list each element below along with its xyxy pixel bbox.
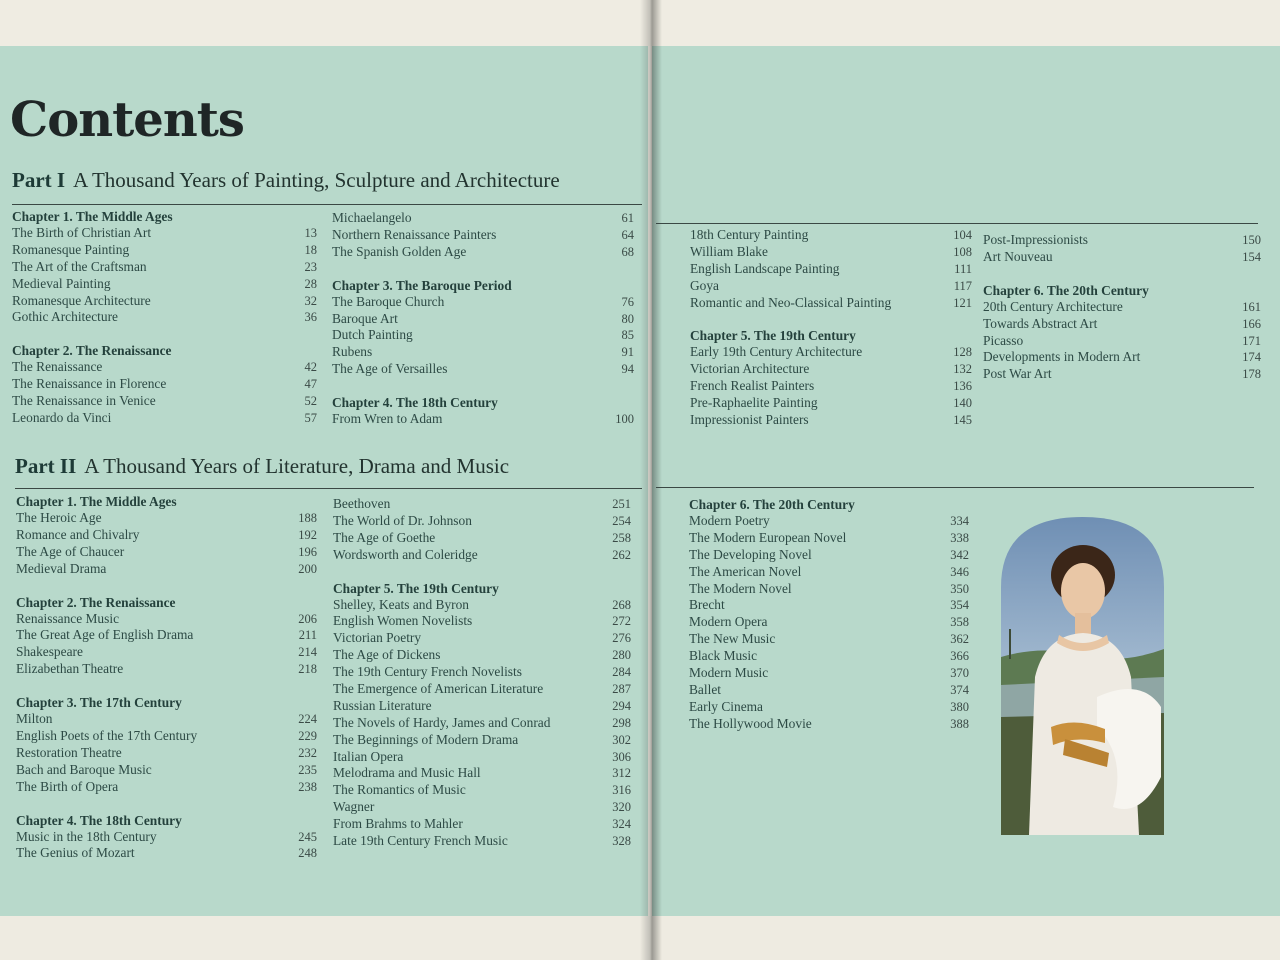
toc-entry-the-birth-of-christian-art[interactable]: [12, 225, 317, 242]
toc-entry-modern-opera[interactable]: [689, 614, 969, 631]
toc-entry-title: William Blake: [690, 243, 768, 259]
toc-entry-title: Music in the 18th Century: [16, 828, 157, 844]
toc-entry-page: 214: [298, 645, 317, 660]
toc-entry-page: 258: [612, 530, 631, 545]
toc-entry-italian-opera[interactable]: [333, 749, 631, 766]
toc-entry-post-impressionists[interactable]: [983, 232, 1261, 249]
toc-entry-page: 192: [298, 527, 317, 542]
toc-entry-title: Beethoven: [333, 496, 391, 511]
toc-entry-title: Renaissance Music: [16, 610, 120, 626]
toc-entry-page: 80: [621, 311, 634, 326]
chapter-heading: Chapter 2. The Renaissance: [16, 594, 176, 610]
toc-entry-page: 262: [612, 547, 631, 562]
toc-entry-title: The American Novel: [689, 563, 802, 579]
toc-entry-title: Shelley, Keats and Byron: [333, 596, 469, 612]
toc-entry-michaelangelo[interactable]: [332, 210, 634, 227]
toc-entry-romanesque-architecture[interactable]: [12, 293, 317, 310]
right-page-panel: [652, 46, 1280, 916]
toc-entry-page: 200: [298, 561, 317, 576]
toc-entry-from-wren-to-adam[interactable]: [332, 411, 634, 428]
toc-entry-title: Modern Poetry: [689, 513, 770, 528]
toc-entry-goya[interactable]: [690, 278, 972, 295]
toc-entry-page: 188: [298, 511, 317, 525]
chapter-heading: Chapter 4. The 18th Century: [332, 395, 498, 411]
toc-entry-page: 47: [304, 377, 317, 392]
toc-entry-page: 18: [304, 242, 317, 257]
toc-entry-page: 91: [621, 345, 634, 360]
toc-entry-title: The Art of the Craftsman: [12, 258, 147, 274]
toc-entry-page: 334: [950, 514, 969, 528]
toc-entry-title: The Hollywood Movie: [689, 715, 812, 731]
toc-entry-milton[interactable]: [16, 711, 317, 728]
toc-entry-the-genius-of-mozart[interactable]: [16, 845, 317, 862]
toc-entry-page: 85: [621, 328, 634, 343]
toc-entry-pre-raphaelite-painting[interactable]: [690, 395, 972, 412]
toc-entry-title: Leonardo da Vinci: [12, 410, 112, 426]
toc-entry-the-19th-century-french-novelists[interactable]: [333, 664, 631, 681]
toc-entry-page: 268: [612, 597, 631, 612]
part-1-title: A Thousand Years of Painting, Sculpture and Architecture: [73, 168, 560, 192]
toc-entry-title: Developments in Modern Art: [983, 349, 1141, 365]
toc-entry-the-great-age-of-english-drama[interactable]: [16, 627, 317, 644]
toc-entry-page: 328: [612, 834, 631, 849]
toc-entry-title: English Women Novelists: [333, 613, 473, 629]
toc-entry-wagner[interactable]: [333, 799, 631, 816]
toc-entry-title: Romanesque Painting: [12, 241, 130, 257]
toc-entry-page: 100: [615, 412, 634, 427]
toc-entry-title: The 19th Century French Novelists: [333, 664, 522, 680]
toc-entry-romantic-and-neo-classical-painting[interactable]: [690, 295, 972, 312]
toc-entry-title: Post War Art: [983, 366, 1052, 382]
toc-entry-title: Goya: [690, 277, 720, 293]
toc-entry-page: 354: [950, 598, 969, 613]
toc-entry-bach-and-baroque-music[interactable]: [16, 762, 317, 779]
toc-entry-english-poets-of-the-17th-century[interactable]: [16, 728, 317, 745]
toc-entry-towards-abstract-art[interactable]: [983, 316, 1261, 333]
toc-entry-modern-music[interactable]: [689, 665, 969, 682]
chapter-heading: Chapter 5. The 19th Century: [690, 328, 856, 344]
toc-entry-title: Shakespeare: [16, 644, 83, 660]
toc-entry-title: Michaelangelo: [332, 210, 412, 225]
chapter-heading: Chapter 1. The Middle Ages: [16, 494, 177, 509]
toc-entry-the-baroque-church[interactable]: [332, 294, 634, 311]
toc-entry-page: 117: [953, 278, 972, 293]
toc-entry-page: 52: [304, 394, 317, 409]
toc-entry-page: 358: [950, 615, 969, 630]
section-gap: [983, 266, 1261, 282]
toc-entry-title: English Landscape Painting: [690, 260, 840, 276]
toc-entry-page: 342: [950, 547, 969, 562]
toc-entry-page: 324: [612, 817, 631, 832]
toc-entry-from-brahms-to-mahler[interactable]: [333, 816, 631, 833]
toc-entry-title: The Romantics of Music: [333, 782, 466, 798]
toc-entry-title: The World of Dr. Johnson: [333, 512, 472, 528]
toc-entry-page: 238: [298, 779, 317, 794]
toc-entry-page: 254: [612, 513, 631, 528]
toc-entry-medieval-drama[interactable]: [16, 561, 317, 578]
toc-entry-page: 235: [298, 762, 317, 777]
toc-entry-developments-in-modern-art[interactable]: [983, 349, 1261, 366]
toc-entry-title: Victorian Architecture: [690, 361, 810, 377]
toc-entry-page: 287: [612, 682, 631, 697]
toc-entry-page: 28: [304, 276, 317, 291]
toc-entry-page: 272: [612, 614, 631, 629]
toc-entry-title: The Age of Goethe: [333, 529, 436, 545]
toc-entry-title: Wordsworth and Coleridge: [333, 546, 478, 562]
book-gutter: [640, 0, 662, 960]
toc-entry-title: Early Cinema: [689, 698, 763, 714]
toc-entry-title: Towards Abstract Art: [983, 315, 1098, 331]
toc-entry-page: 370: [950, 666, 969, 681]
toc-entry-the-heroic-age[interactable]: [16, 510, 317, 527]
toc-entry-page: 178: [1242, 367, 1261, 382]
toc-entry-page: 294: [612, 698, 631, 713]
toc-entry-title: Medieval Drama: [16, 560, 107, 576]
toc-entry-page: 280: [612, 648, 631, 663]
toc-entry-the-developing-novel[interactable]: [689, 547, 969, 564]
toc-entry-page: 76: [621, 294, 634, 309]
toc-entry-title: The Age of Versailles: [332, 361, 448, 377]
toc-entry-english-landscape-painting[interactable]: [690, 261, 972, 278]
chapter-heading: Chapter 6. The 20th Century: [983, 282, 1149, 298]
toc-entry-page: 350: [950, 581, 969, 596]
toc-entry-title: English Poets of the 17th Century: [16, 728, 198, 744]
toc-entry-page: 306: [612, 749, 631, 764]
toc-entry-impressionist-painters[interactable]: [690, 412, 972, 429]
toc-entry-the-world-of-dr-johnson[interactable]: [333, 513, 631, 530]
part-2-column-1: [16, 493, 317, 862]
toc-entry-title: The Great Age of English Drama: [16, 627, 194, 643]
toc-entry-title: French Realist Painters: [690, 378, 815, 394]
toc-entry-the-age-of-versailles[interactable]: [332, 361, 634, 378]
toc-entry-renaissance-music[interactable]: [16, 611, 317, 628]
toc-entry-page: 111: [954, 261, 972, 276]
toc-entry-title: Impressionist Painters: [690, 412, 809, 428]
toc-entry-title: Picasso: [983, 332, 1024, 348]
section-gap: [690, 311, 972, 327]
toc-entry-page: 57: [304, 411, 317, 426]
toc-entry-title: Restoration Theatre: [16, 744, 122, 760]
part-1-label: Part I: [12, 168, 66, 192]
toc-entry-page: 32: [304, 293, 317, 308]
toc-entry-william-blake[interactable]: [690, 244, 972, 261]
section-gap: [12, 326, 317, 342]
toc-entry-northern-renaissance-painters[interactable]: [332, 227, 634, 244]
toc-entry-page: 64: [621, 227, 634, 242]
chapter-heading: Chapter 2. The Renaissance: [12, 343, 172, 359]
toc-entry-title: Early 19th Century Architecture: [690, 344, 863, 360]
toc-entry-title: The Spanish Golden Age: [332, 243, 467, 259]
toc-entry-page: 251: [612, 497, 631, 511]
part-2-label: Part II: [15, 454, 77, 478]
toc-entry-page: 232: [298, 745, 317, 760]
toc-entry-page: 298: [612, 715, 631, 730]
toc-entry-the-renaissance-in-venice[interactable]: [12, 393, 317, 410]
toc-entry-title: The Baroque Church: [332, 293, 445, 309]
page-title: Contents: [10, 92, 244, 148]
toc-entry-20th-century-architecture[interactable]: [983, 299, 1261, 316]
toc-entry-title: The Developing Novel: [689, 546, 812, 562]
toc-entry-title: The Age of Chaucer: [16, 543, 125, 559]
toc-entry-page: 128: [953, 345, 972, 360]
toc-entry-art-nouveau[interactable]: [983, 249, 1261, 266]
toc-entry-title: The Beginnings of Modern Drama: [333, 731, 519, 747]
toc-entry-dutch-painting[interactable]: [332, 327, 634, 344]
toc-entry-the-spanish-golden-age[interactable]: [332, 244, 634, 261]
toc-entry-page: 145: [953, 413, 972, 428]
toc-entry-page: 132: [953, 362, 972, 377]
toc-entry-title: Modern Opera: [689, 614, 768, 630]
toc-entry-the-beginnings-of-modern-drama[interactable]: [333, 732, 631, 749]
toc-entry-title: Black Music: [689, 648, 758, 664]
toc-entry-title: Romantic and Neo-Classical Painting: [690, 294, 892, 310]
part-2-heading: [15, 454, 509, 479]
toc-entry-music-in-the-18th-century[interactable]: [16, 829, 317, 846]
section-gap: [332, 261, 634, 277]
toc-entry-title: Bach and Baroque Music: [16, 761, 152, 777]
toc-entry-title: Gothic Architecture: [12, 309, 118, 325]
toc-entry-title: The Renaissance: [12, 359, 103, 375]
part-1-column-4: [983, 232, 1261, 383]
toc-entry-french-realist-painters[interactable]: [690, 378, 972, 395]
toc-entry-title: The Birth of Christian Art: [12, 225, 152, 240]
toc-entry-the-emergence-of-american-literature[interactable]: [333, 681, 631, 698]
toc-entry-medieval-painting[interactable]: [12, 276, 317, 293]
toc-entry-title: Medieval Painting: [12, 275, 111, 291]
toc-entry-title: Northern Renaissance Painters: [332, 226, 497, 242]
toc-entry-title: The Heroic Age: [16, 510, 102, 525]
chapter-heading: Chapter 1. The Middle Ages: [12, 209, 173, 224]
toc-entry-the-age-of-chaucer[interactable]: [16, 544, 317, 561]
toc-entry-shakespeare[interactable]: [16, 644, 317, 661]
toc-entry-page: 224: [298, 712, 317, 727]
part-1-rule-right: [656, 223, 1258, 224]
toc-entry-title: From Wren to Adam: [332, 411, 443, 427]
toc-entry-title: Italian Opera: [333, 748, 404, 764]
section-gap: [333, 564, 631, 580]
toc-entry-page: 374: [950, 682, 969, 697]
toc-entry-title: The Genius of Mozart: [16, 845, 135, 861]
toc-entry-the-new-music[interactable]: [689, 631, 969, 648]
toc-entry-page: 136: [953, 379, 972, 394]
toc-entry-the-renaissance[interactable]: [12, 359, 317, 376]
toc-entry-title: The Renaissance in Venice: [12, 393, 156, 409]
toc-entry-page: 206: [298, 611, 317, 626]
toc-entry-title: Art Nouveau: [983, 248, 1053, 264]
part-2-column-3: [689, 496, 969, 733]
toc-entry-the-modern-novel[interactable]: [689, 581, 969, 598]
toc-entry-page: 320: [612, 800, 631, 815]
toc-entry-english-women-novelists[interactable]: [333, 613, 631, 630]
toc-entry-page: 166: [1242, 316, 1261, 331]
toc-entry-title: Ballet: [689, 681, 721, 697]
toc-entry-the-novels-of-hardy-james-and-conrad[interactable]: [333, 715, 631, 732]
toc-entry-page: 61: [621, 211, 634, 225]
toc-entry-page: 380: [950, 699, 969, 714]
toc-entry-title: The Age of Dickens: [333, 647, 441, 663]
toc-entry-melodrama-and-music-hall[interactable]: [333, 765, 631, 782]
part-2-column-2: [333, 496, 631, 850]
part-2-rule-left: [15, 488, 642, 489]
toc-entry-restoration-theatre[interactable]: [16, 745, 317, 762]
part-1-heading: [12, 168, 560, 193]
toc-entry-leonardo-da-vinci[interactable]: [12, 410, 317, 427]
toc-entry-page: 316: [612, 783, 631, 798]
toc-entry-romance-and-chivalry[interactable]: [16, 527, 317, 544]
toc-entry-title: Pre-Raphaelite Painting: [690, 395, 818, 411]
part-1-rule-left: [12, 204, 642, 205]
toc-entry-russian-literature[interactable]: [333, 698, 631, 715]
section-gap: [16, 578, 317, 594]
toc-entry-page: 42: [304, 360, 317, 375]
toc-entry-title: Dutch Painting: [332, 327, 413, 343]
toc-entry-brecht[interactable]: [689, 597, 969, 614]
toc-entry-gothic-architecture[interactable]: [12, 309, 317, 326]
toc-entry-page: 36: [304, 310, 317, 325]
toc-entry-page: 13: [304, 226, 317, 240]
toc-entry-page: 68: [621, 244, 634, 259]
toc-entry-title: Romance and Chivalry: [16, 526, 140, 542]
toc-entry-page: 104: [953, 228, 972, 242]
toc-entry-page: 366: [950, 649, 969, 664]
toc-entry-page: 218: [298, 662, 317, 677]
toc-entry-title: Milton: [16, 711, 53, 727]
toc-entry-title: Russian Literature: [333, 697, 432, 713]
chapter-heading: Chapter 4. The 18th Century: [16, 812, 182, 828]
toc-entry-baroque-art[interactable]: [332, 311, 634, 328]
toc-entry-wordsworth-and-coleridge[interactable]: [333, 547, 631, 564]
toc-entry-page: 346: [950, 564, 969, 579]
toc-entry-title: The New Music: [689, 631, 776, 647]
toc-entry-page: 150: [1242, 233, 1261, 247]
chapter-heading: Chapter 3. The Baroque Period: [332, 277, 512, 293]
part-2-rule-right: [656, 487, 1254, 488]
toc-entry-early-cinema[interactable]: [689, 699, 969, 716]
toc-entry-page: 211: [298, 628, 317, 643]
toc-entry-title: The Modern European Novel: [689, 529, 847, 545]
toc-entry-title: Wagner: [333, 799, 375, 815]
toc-entry-romanesque-painting[interactable]: [12, 242, 317, 259]
portrait-painting-icon: [1001, 517, 1164, 835]
toc-entry-page: 140: [953, 396, 972, 411]
toc-entry-title: Rubens: [332, 344, 373, 360]
toc-entry-title: From Brahms to Mahler: [333, 816, 463, 832]
part-2-title: A Thousand Years of Literature, Drama and Music: [84, 454, 510, 478]
toc-entry-the-age-of-goethe[interactable]: [333, 530, 631, 547]
toc-entry-the-modern-european-novel[interactable]: [689, 530, 969, 547]
toc-entry-the-renaissance-in-florence[interactable]: [12, 376, 317, 393]
toc-entry-the-hollywood-movie[interactable]: [689, 716, 969, 733]
section-gap: [332, 378, 634, 394]
toc-entry-early-19th-century-architecture[interactable]: [690, 344, 972, 361]
toc-entry-page: 245: [298, 829, 317, 844]
toc-entry-title: Brecht: [689, 597, 725, 613]
toc-entry-the-birth-of-opera[interactable]: [16, 779, 317, 796]
toc-entry-shelley-keats-and-byron[interactable]: [333, 597, 631, 614]
part-1-column-1: [12, 208, 317, 427]
toc-entry-elizabethan-theatre[interactable]: [16, 661, 317, 678]
toc-entry-title: The Emergence of American Literature: [333, 681, 544, 697]
toc-entry-page: 388: [950, 716, 969, 731]
toc-entry-page: 312: [612, 766, 631, 781]
toc-entry-page: 174: [1242, 350, 1261, 365]
toc-entry-beethoven[interactable]: [333, 496, 631, 513]
section-gap: [16, 796, 317, 812]
toc-entry-title: 20th Century Architecture: [983, 298, 1123, 314]
toc-entry-rubens[interactable]: [332, 344, 634, 361]
toc-entry-victorian-poetry[interactable]: [333, 630, 631, 647]
chapter-heading: Chapter 6. The 20th Century: [689, 497, 855, 512]
toc-entry-title: The Novels of Hardy, James and Conrad: [333, 714, 551, 730]
toc-entry-page: 161: [1242, 299, 1261, 314]
chapter-heading: Chapter 3. The 17th Century: [16, 695, 182, 711]
toc-entry-page: 284: [612, 665, 631, 680]
toc-entry-page: 276: [612, 631, 631, 646]
toc-entry-page: 23: [304, 259, 317, 274]
toc-entry-modern-poetry[interactable]: [689, 513, 969, 530]
toc-entry-page: 121: [953, 295, 972, 310]
toc-entry-page: 108: [953, 244, 972, 259]
toc-entry-ballet[interactable]: [689, 682, 969, 699]
toc-entry-title: Modern Music: [689, 665, 769, 681]
toc-entry-victorian-architecture[interactable]: [690, 361, 972, 378]
part-1-column-2: [332, 210, 634, 428]
toc-entry-page: 362: [950, 632, 969, 647]
toc-entry-title: Baroque Art: [332, 310, 398, 326]
toc-entry-late-19th-century-french-music[interactable]: [333, 833, 631, 850]
toc-entry-black-music[interactable]: [689, 648, 969, 665]
toc-entry-the-age-of-dickens[interactable]: [333, 647, 631, 664]
toc-entry-post-war-art[interactable]: [983, 366, 1261, 383]
toc-entry-title: Late 19th Century French Music: [333, 833, 508, 849]
toc-entry-page: 171: [1242, 333, 1261, 348]
toc-entry-title: The Birth of Opera: [16, 778, 119, 794]
toc-entry-page: 302: [612, 732, 631, 747]
toc-entry-page: 154: [1242, 249, 1261, 264]
toc-entry-picasso[interactable]: [983, 333, 1261, 350]
toc-entry-the-art-of-the-craftsman[interactable]: [12, 259, 317, 276]
toc-entry-page: 229: [298, 729, 317, 744]
toc-entry-title: Elizabethan Theatre: [16, 661, 124, 677]
toc-entry-title: The Renaissance in Florence: [12, 376, 167, 392]
toc-entry-title: 18th Century Painting: [690, 227, 809, 242]
toc-entry-title: Victorian Poetry: [333, 630, 422, 646]
toc-entry-18th-century-painting[interactable]: [690, 227, 972, 244]
section-gap: [16, 678, 317, 694]
toc-entry-title: Post-Impressionists: [983, 232, 1088, 247]
toc-entry-the-american-novel[interactable]: [689, 564, 969, 581]
toc-entry-title: Melodrama and Music Hall: [333, 765, 481, 781]
toc-entry-title: The Modern Novel: [689, 580, 792, 596]
part-1-column-3: [690, 227, 972, 429]
toc-entry-page: 94: [621, 362, 634, 377]
toc-entry-the-romantics-of-music[interactable]: [333, 782, 631, 799]
chapter-heading: Chapter 5. The 19th Century: [333, 580, 499, 596]
toc-entry-title: Romanesque Architecture: [12, 292, 151, 308]
toc-entry-page: 196: [298, 544, 317, 559]
toc-entry-page: 248: [298, 846, 317, 861]
toc-entry-page: 338: [950, 530, 969, 545]
